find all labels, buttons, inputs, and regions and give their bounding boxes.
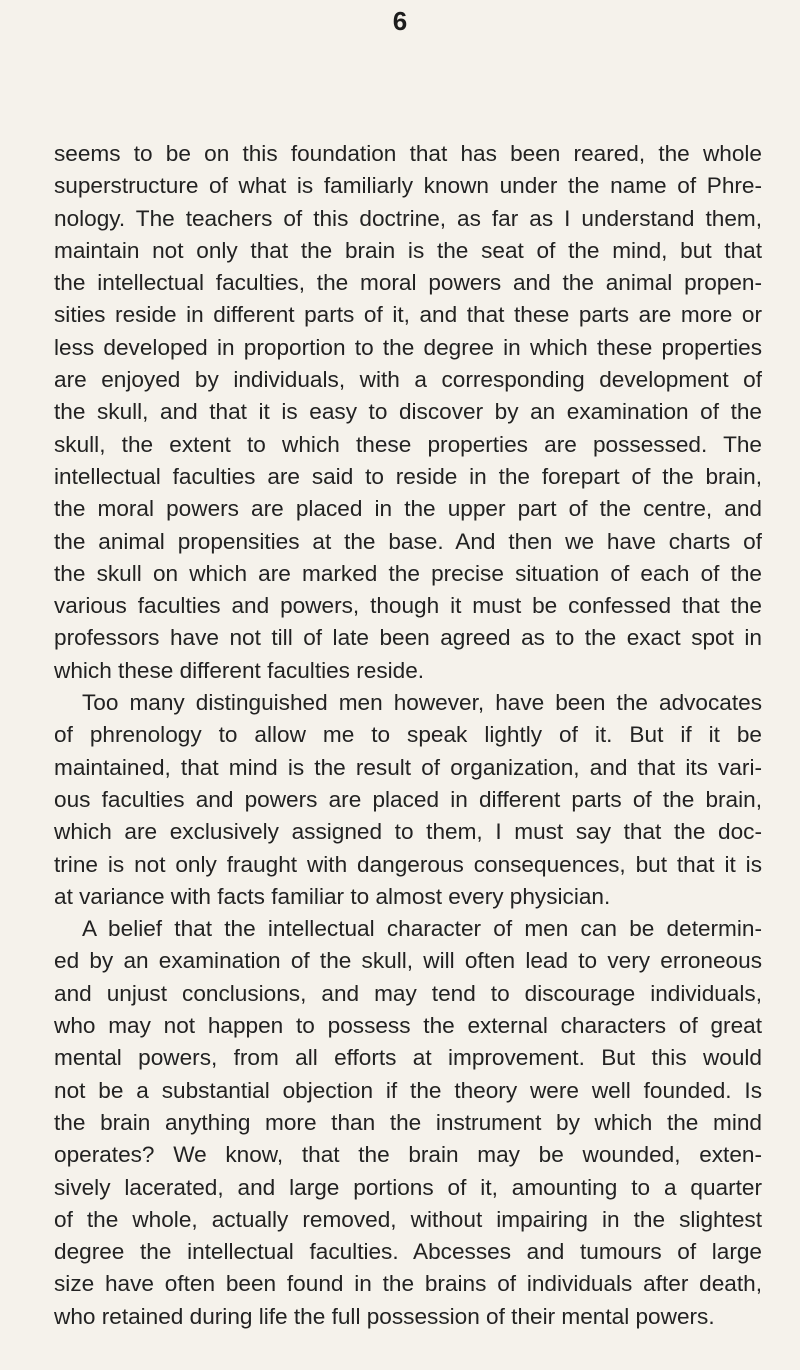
text-line: the skull, and that it is easy to discover by an examination of the bbox=[54, 399, 762, 425]
text-line: are enjoyed by individuals, with a corresponding development of bbox=[54, 367, 762, 393]
text-line: the animal propensities at the base. And then we have charts of bbox=[54, 528, 762, 554]
text-line: degree the intellectual faculties. Abcesses and tumours of large bbox=[54, 1239, 762, 1265]
text-line: sively lacerated, and large portions of it, amounting to a quarter bbox=[54, 1174, 762, 1200]
text-line: less developed in proportion to the degree in which these properties bbox=[54, 334, 762, 360]
text-line: trine is not only fraught with dangerous consequences, but that it is bbox=[54, 851, 762, 877]
text-line: seems to be on this foundation that has been reared, the whole bbox=[54, 141, 762, 166]
text-line: superstructure of what is familiarly known under the name of Phre- bbox=[54, 173, 762, 199]
text-line: operates? We know, that the brain may be wounded, exten- bbox=[54, 1142, 762, 1168]
text-line: mental powers, from all efforts at improvement. But this would bbox=[54, 1045, 762, 1071]
text-line: sities reside in different parts of it, and that these parts are more or bbox=[54, 302, 762, 328]
text-line: size have often been found in the brains of individuals after death, bbox=[54, 1271, 762, 1297]
page-number: 6 bbox=[392, 6, 408, 36]
text-line: which are exclusively assigned to them, I must say that the doc- bbox=[54, 819, 762, 845]
text-line: which these different faculties reside. bbox=[54, 657, 425, 683]
body-text bbox=[54, 138, 762, 1333]
text-line: maintained, that mind is the result of organization, and that its vari- bbox=[54, 754, 762, 780]
text-line: professors have not till of late been agreed as to the exact spot in bbox=[54, 625, 762, 651]
text-line: not be a substantial objection if the theory were well founded. Is bbox=[54, 1077, 762, 1103]
text-line: Too many distinguished men however, have been the advocates bbox=[82, 690, 762, 716]
text-line: and unjust conclusions, and may tend to discourage individuals, bbox=[54, 980, 762, 1006]
text-line: ed by an examination of the skull, will often lead to very erroneous bbox=[54, 948, 762, 974]
text-line: who may not happen to possess the external characters of great bbox=[54, 1013, 762, 1039]
text-line: who retained during life the full possession of their mental powers. bbox=[54, 1303, 715, 1329]
text-line: of the whole, actually removed, without impairing in the slightest bbox=[54, 1206, 762, 1232]
text-line: the brain anything more than the instrument by which the mind bbox=[54, 1109, 762, 1135]
text-line: ous faculties and powers are placed in different parts of the brain, bbox=[54, 786, 762, 812]
text-line: at variance with facts familiar to almost every physician. bbox=[54, 883, 611, 909]
text-line: maintain not only that the brain is the seat of the mind, but that bbox=[54, 237, 762, 263]
text-line: skull, the extent to which these properties are possessed. The bbox=[54, 431, 762, 457]
text-line: nology. The teachers of this doctrine, as far as I understand them, bbox=[54, 205, 762, 231]
text-line: of phrenology to allow me to speak lightly of it. But if it be bbox=[54, 722, 762, 748]
text-line: intellectual faculties are said to reside in the forepart of the brain, bbox=[54, 463, 762, 489]
text-line: A belief that the intellectual character of men can be determin- bbox=[82, 916, 762, 942]
text-line: the moral powers are placed in the upper part of the centre, and bbox=[54, 496, 762, 522]
text-line: the intellectual faculties, the moral powers and the animal propen- bbox=[54, 270, 762, 296]
text-line: the skull on which are marked the precise situation of each of the bbox=[54, 560, 762, 586]
text-line: various faculties and powers, though it must be confessed that the bbox=[54, 593, 762, 619]
